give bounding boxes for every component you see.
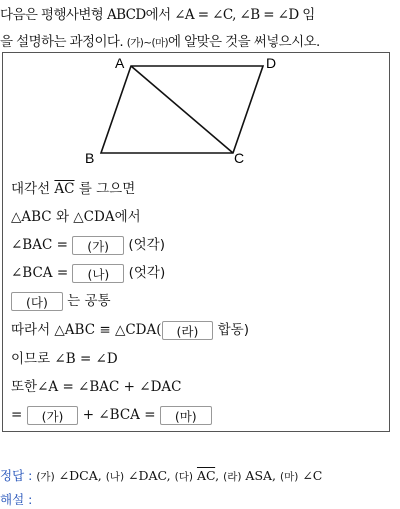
proof-text: 또한 xyxy=(11,379,38,395)
angle-expression: ∠A = ∠BAC + ∠DAC xyxy=(37,379,182,395)
proof-text: 를 그으면 xyxy=(78,181,136,197)
proof-text: 에서 xyxy=(114,209,141,225)
proof-row-1 xyxy=(11,178,135,200)
diagonal-ac xyxy=(131,66,233,153)
vertex-label-a: A xyxy=(115,55,125,71)
angle-expression: ∠B = ∠D xyxy=(54,351,118,367)
angle-condition: 에서 ∠A = ∠C, ∠B = ∠D xyxy=(145,7,299,23)
proof-box xyxy=(2,52,390,432)
proof-row-4 xyxy=(11,262,165,284)
proof-row-3 xyxy=(11,234,165,256)
blank-ga-repeat[interactable]: (가) xyxy=(27,406,79,425)
answer-value-ma: ∠C xyxy=(302,468,323,483)
proof-text: 합동) xyxy=(217,322,249,338)
problem-statement xyxy=(0,2,400,57)
blank-ra[interactable]: (라) xyxy=(162,321,214,340)
blank-na[interactable]: (나) xyxy=(72,264,124,283)
answer-marker-ga: (가) xyxy=(36,471,55,483)
vertex-label-c: C xyxy=(234,150,245,166)
parallelogram-figure xyxy=(3,53,389,173)
triangle-cda: △CDA xyxy=(73,209,115,225)
angle-expression: + ∠BCA = xyxy=(82,407,156,423)
vertex-label-d: D xyxy=(266,55,277,71)
congruence-expression: △ABC ≡ △CDA( xyxy=(54,322,162,338)
shape-name: ABCD xyxy=(106,7,146,23)
problem-text: 다음은 평행사변형 xyxy=(0,7,104,23)
proof-row-8 xyxy=(11,376,181,398)
proof-text: 이므로 xyxy=(11,351,51,367)
blank-ma[interactable]: (마) xyxy=(160,406,212,425)
proof-row-7 xyxy=(11,348,118,370)
answer-value-ra: ASA, xyxy=(245,468,277,483)
answer-marker-da: (다) xyxy=(174,471,193,483)
angle-expression: ∠BCA = xyxy=(11,265,69,281)
proof-text: 와 xyxy=(55,209,69,225)
problem-line-1 xyxy=(0,2,400,29)
reason-text: (엇각) xyxy=(128,237,165,253)
answer-marker-na: (나) xyxy=(105,471,125,483)
proof-row-2 xyxy=(11,206,141,228)
parallelogram-diagram xyxy=(3,53,389,173)
explanation-label: 해설 : xyxy=(0,492,33,507)
proof-text: 대각선 xyxy=(11,181,51,197)
problem-text: 에 알맞은 것을 써넣으시오. xyxy=(168,34,320,50)
blank-da[interactable]: (다) xyxy=(11,292,63,311)
problem-text: 을 설명하는 과정이다. xyxy=(0,34,124,50)
vertex-label-b: B xyxy=(85,150,95,166)
answer-value-ga: ∠DCA, xyxy=(58,468,102,483)
proof-text: 는 공통 xyxy=(67,293,111,309)
blank-ga[interactable]: (가) xyxy=(72,236,124,255)
proof-row-6 xyxy=(11,319,249,341)
answer-marker-ma: (마) xyxy=(280,471,299,483)
answer-marker-ra: (라) xyxy=(223,471,242,483)
proof-row-5 xyxy=(11,290,111,312)
angle-expression: ∠BAC = xyxy=(11,237,68,253)
blank-range: (가)~(마) xyxy=(126,37,169,49)
answer-value-na: ∠DAC, xyxy=(128,468,171,483)
equals-sign: = xyxy=(11,407,23,423)
problem-text: 임 xyxy=(302,7,315,23)
answer-value-da: $\overline{AC}$ xyxy=(196,468,216,483)
proof-row-9 xyxy=(11,404,212,426)
answer-label: 정답 : xyxy=(0,468,33,483)
answer-line: 정답 : (가) ∠DCA, (나) ∠DAC, (다) $\overline{AC}$, (라) ASA, (마) ∠C xyxy=(0,468,323,483)
reason-text: (엇각) xyxy=(128,265,166,281)
segment-ac: $\overline{AC}$ xyxy=(54,181,75,197)
triangle-abc: △ABC xyxy=(11,209,52,225)
proof-text: 따라서 xyxy=(11,322,51,338)
